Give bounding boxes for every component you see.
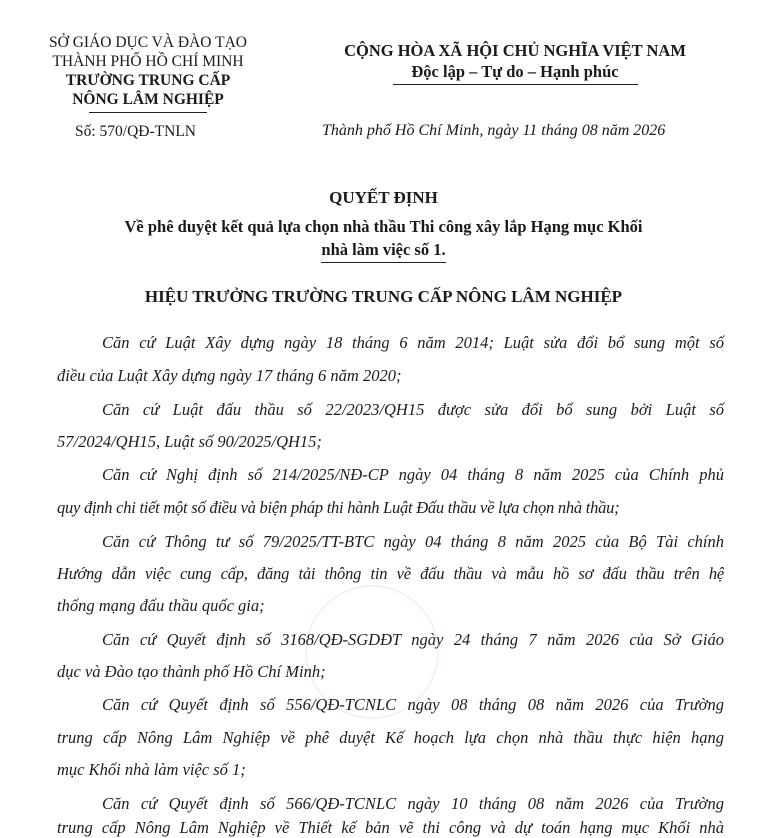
- body-line: Căn cứ Quyết định số 556/QĐ-TCNLC ngày 08 tháng 08 năm 2026 của Trường: [102, 695, 724, 714]
- body-line: Hướng dẫn việc cung cấp, đăng tải thông tin về đấu thầu và mẫu hồ sơ đấu thầu trên hệ: [57, 564, 724, 583]
- body-line: trung cấp Nông Lâm Nghiệp về phê duyệt Kế hoạch lựa chọn nhà thầu thực hiện hạng: [57, 728, 724, 747]
- body-line: điều của Luật Xây dựng ngày 17 tháng 6 năm 2020;: [57, 366, 402, 385]
- issuer-school-line1: TRƯỜNG TRUNG CẤP: [65, 72, 231, 89]
- body-line: mục Khối nhà làm việc số 1;: [57, 760, 246, 779]
- body-line: 57/2024/QH15, Luật số 90/2025/QH15;: [57, 432, 322, 451]
- issuer-underline: [89, 112, 207, 113]
- body-line: Căn cứ Nghị định số 214/2025/NĐ-CP ngày 04 tháng 8 năm 2025 của Chính phủ: [102, 465, 724, 484]
- national-motto: Độc lập – Tự do – Hạnh phúc: [411, 62, 619, 81]
- national-title: CỘNG HÒA XÃ HỘI CHỦ NGHĨA VIỆT NAM: [344, 41, 686, 60]
- body-line: thống mạng đấu thầu quốc gia;: [57, 596, 265, 615]
- place-date: Thành phố Hồ Chí Minh, ngày 11 tháng 08 năm 2026: [322, 122, 666, 139]
- issuer-school-line2: NÔNG LÂM NGHIỆP: [72, 91, 224, 108]
- issuer-city: THÀNH PHỐ HỒ CHÍ MINH: [52, 53, 244, 70]
- issuing-authority: HIỆU TRƯỞNG TRƯỜNG TRUNG CẤP NÔNG LÂM NGHIỆP: [144, 287, 623, 306]
- decision-heading: QUYẾT ĐỊNH: [329, 188, 438, 207]
- body-line: quy định chi tiết một số điều và biện pháp thi hành Luật Đấu thầu về lựa chọn nhà thầu;: [57, 498, 620, 517]
- decision-subject-line2: [0, 240, 767, 263]
- body-line: Căn cứ Luật đấu thầu số 22/2023/QH15 được sửa đổi bổ sung bởi Luật số: [102, 400, 724, 419]
- decision-subject-line2-text: nhà làm việc số 1.: [321, 240, 445, 263]
- body-line: dục và Đào tạo thành phố Hồ Chí Minh;: [57, 662, 326, 681]
- motto-underline: [393, 84, 638, 85]
- body-line: Căn cứ Quyết định số 3168/QĐ-SGDĐT ngày 24 tháng 7 năm 2026 của Sở Giáo: [102, 630, 724, 649]
- national-header: [300, 40, 730, 85]
- document-number: Số: 570/QĐ-TNLN: [75, 123, 196, 140]
- body-line: Căn cứ Thông tư số 79/2025/TT-BTC ngày 04 tháng 8 năm 2025 của Bộ Tài chính: [102, 532, 724, 551]
- issuer-block: [18, 33, 278, 113]
- body-line: Căn cứ Luật Xây dựng ngày 18 tháng 6 năm 2014; Luật sửa đổi bổ sung một số: [102, 333, 724, 352]
- issuer-department: SỞ GIÁO DỤC VÀ ĐÀO TẠO: [49, 34, 247, 51]
- decision-subject-line1: Về phê duyệt kết quả lựa chọn nhà thầu Thi công xây lắp Hạng mục Khối: [124, 217, 643, 236]
- body-line: Căn cứ Quyết định số 566/QĐ-TCNLC ngày 10 tháng 08 năm 2026 của Trường: [102, 794, 724, 813]
- body-line: trung cấp Nông Lâm Nghiệp về Thiết kế bản vẽ thi công và dự toán hạng mục Khối nhà: [57, 818, 724, 837]
